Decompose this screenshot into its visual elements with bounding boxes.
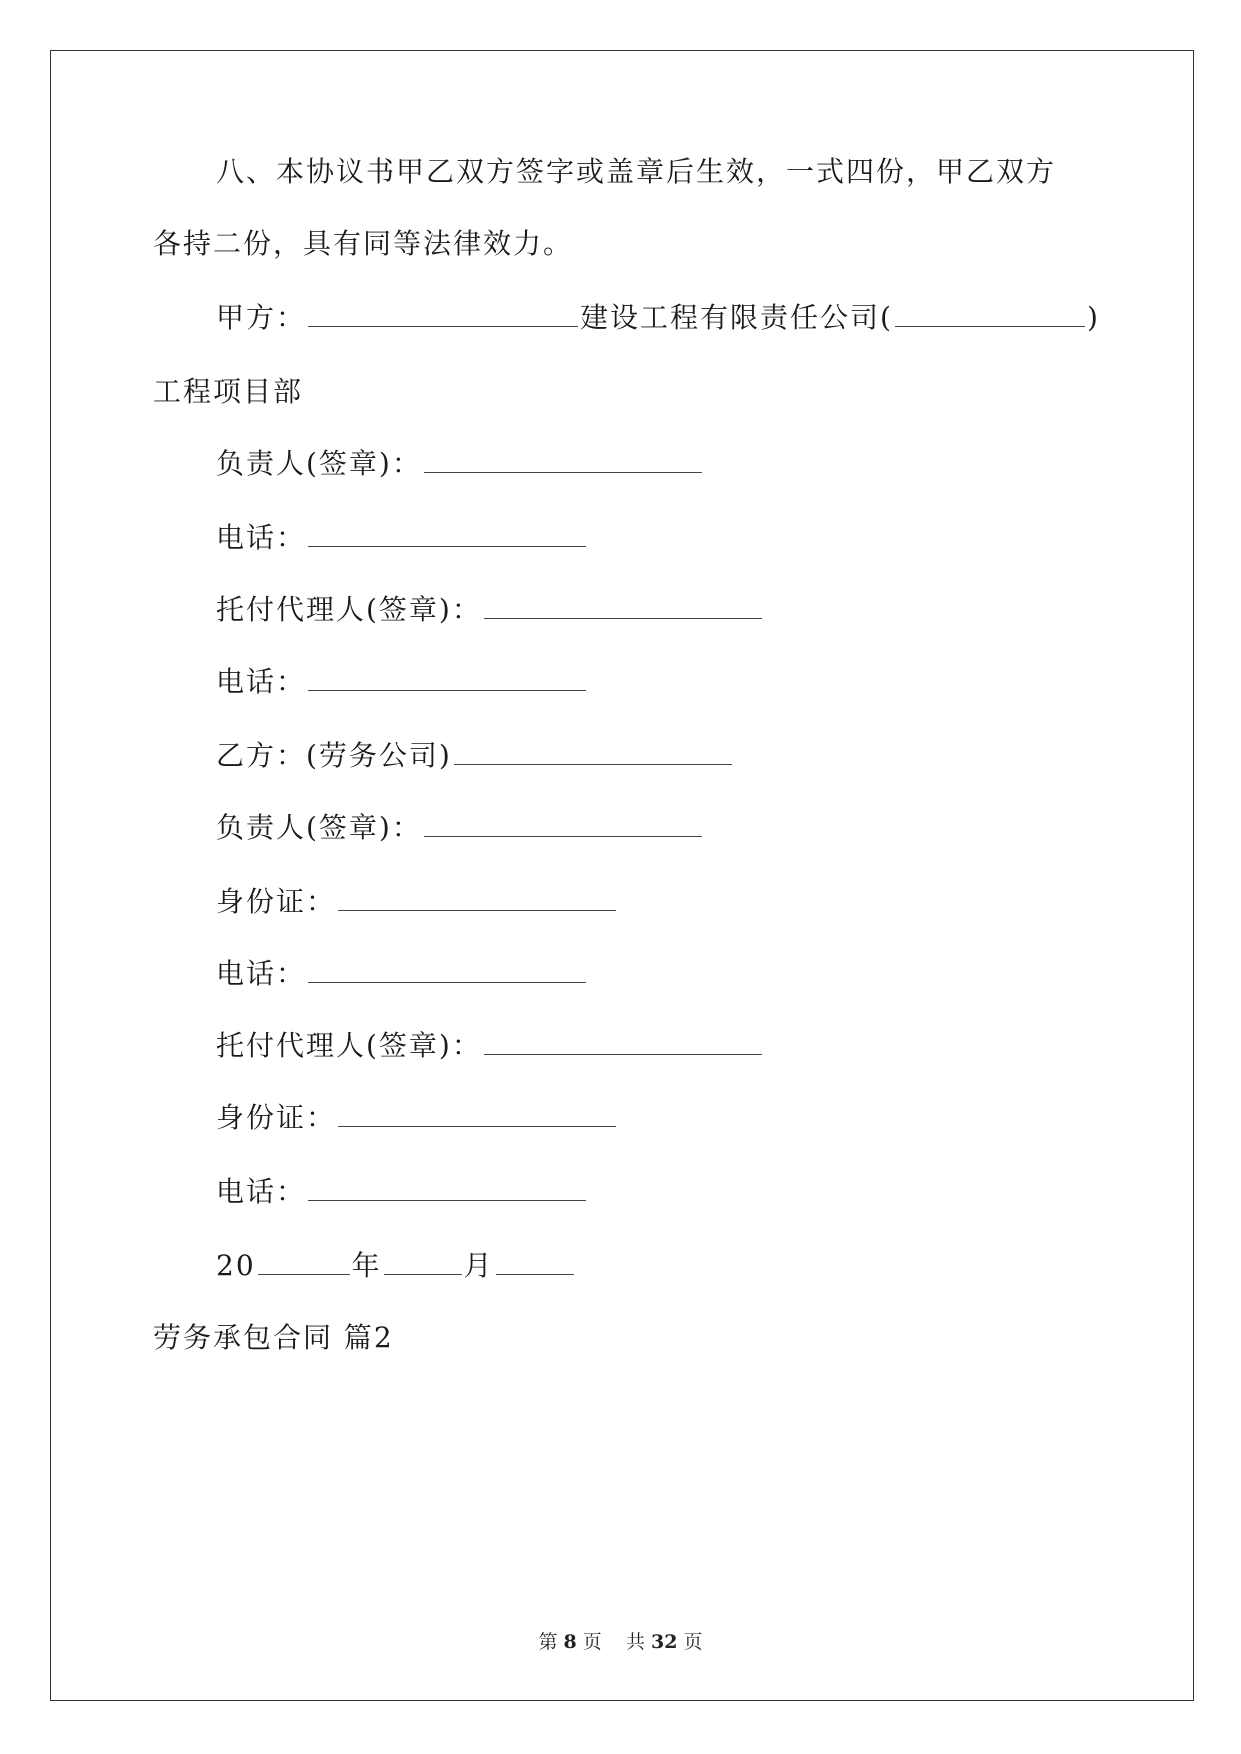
total-prefix: 共: [625, 1631, 645, 1653]
b-id-line: [216, 882, 618, 922]
clause-8-line-1: 八、本协议书甲乙双方签字或盖章后生效，一式四份，甲乙双方: [216, 155, 1057, 188]
a-agent-phone-label: 电话：: [216, 665, 307, 698]
b-agent-phone-blank[interactable]: [308, 1172, 586, 1201]
b-phone-label: 电话：: [216, 957, 307, 990]
b-agent-label: 托付代理人(签章)：: [216, 1029, 482, 1062]
date-prefix: 20: [216, 1249, 256, 1282]
b-agent-blank[interactable]: [484, 1026, 762, 1055]
a-agent-label: 托付代理人(签章)：: [216, 593, 482, 626]
a-agent-phone-line: [216, 662, 588, 702]
b-agent-id-line: [216, 1098, 618, 1138]
month-blank[interactable]: [384, 1246, 462, 1275]
a-phone-line: [216, 518, 588, 558]
a-agent-blank[interactable]: [484, 590, 762, 619]
clause-8-line-2: 各持二份，具有同等法律效力。: [153, 227, 574, 260]
party-a-label: 甲方：: [216, 301, 307, 334]
date-month-label: 月: [463, 1249, 494, 1282]
party-a-dept: 工程项目部: [153, 375, 304, 408]
page-number: 8: [563, 1631, 577, 1653]
b-agent-phone-label: 电话：: [216, 1175, 307, 1208]
party-a-close: ): [1086, 301, 1100, 334]
b-agent-id-blank[interactable]: [338, 1098, 616, 1127]
party-a-name-blank[interactable]: [308, 298, 578, 327]
date-year-label: 年: [351, 1249, 382, 1282]
b-agent-phone-line: [216, 1172, 588, 1212]
day-blank[interactable]: [496, 1246, 574, 1275]
b-responsible-blank[interactable]: [424, 808, 702, 837]
b-responsible-label: 负责人(签章)：: [216, 811, 422, 844]
b-responsible-line: [216, 808, 704, 848]
party-a-company: 建设工程有限责任公司(: [580, 301, 893, 334]
b-agent-line: [216, 1026, 764, 1066]
b-phone-blank[interactable]: [308, 954, 586, 983]
b-agent-id-label: 身份证：: [216, 1101, 337, 1134]
a-phone-blank[interactable]: [308, 518, 586, 547]
a-agent-phone-blank[interactable]: [308, 662, 586, 691]
a-responsible-blank[interactable]: [424, 444, 702, 473]
a-responsible-label: 负责人(签章)：: [216, 447, 422, 480]
a-agent-line: [216, 590, 764, 630]
party-a-line: [216, 298, 1100, 338]
page-footer: [0, 1627, 1241, 1654]
total-suffix: 页: [683, 1631, 703, 1653]
b-phone-line: [216, 954, 588, 994]
page-suffix: 页: [582, 1631, 602, 1653]
b-id-label: 身份证：: [216, 885, 337, 918]
year-blank[interactable]: [258, 1246, 350, 1275]
b-id-blank[interactable]: [338, 882, 616, 911]
date-line: [216, 1246, 576, 1286]
a-responsible-line: [216, 444, 704, 484]
party-b-blank[interactable]: [454, 736, 732, 765]
party-b-label: 乙方：(劳务公司): [216, 739, 452, 772]
page-prefix: 第: [538, 1631, 558, 1653]
next-section-heading: 劳务承包合同 篇2: [153, 1321, 394, 1354]
party-b-line: [216, 736, 734, 776]
party-a-branch-blank[interactable]: [895, 298, 1085, 327]
a-phone-label: 电话：: [216, 521, 307, 554]
total-pages: 32: [651, 1631, 678, 1653]
